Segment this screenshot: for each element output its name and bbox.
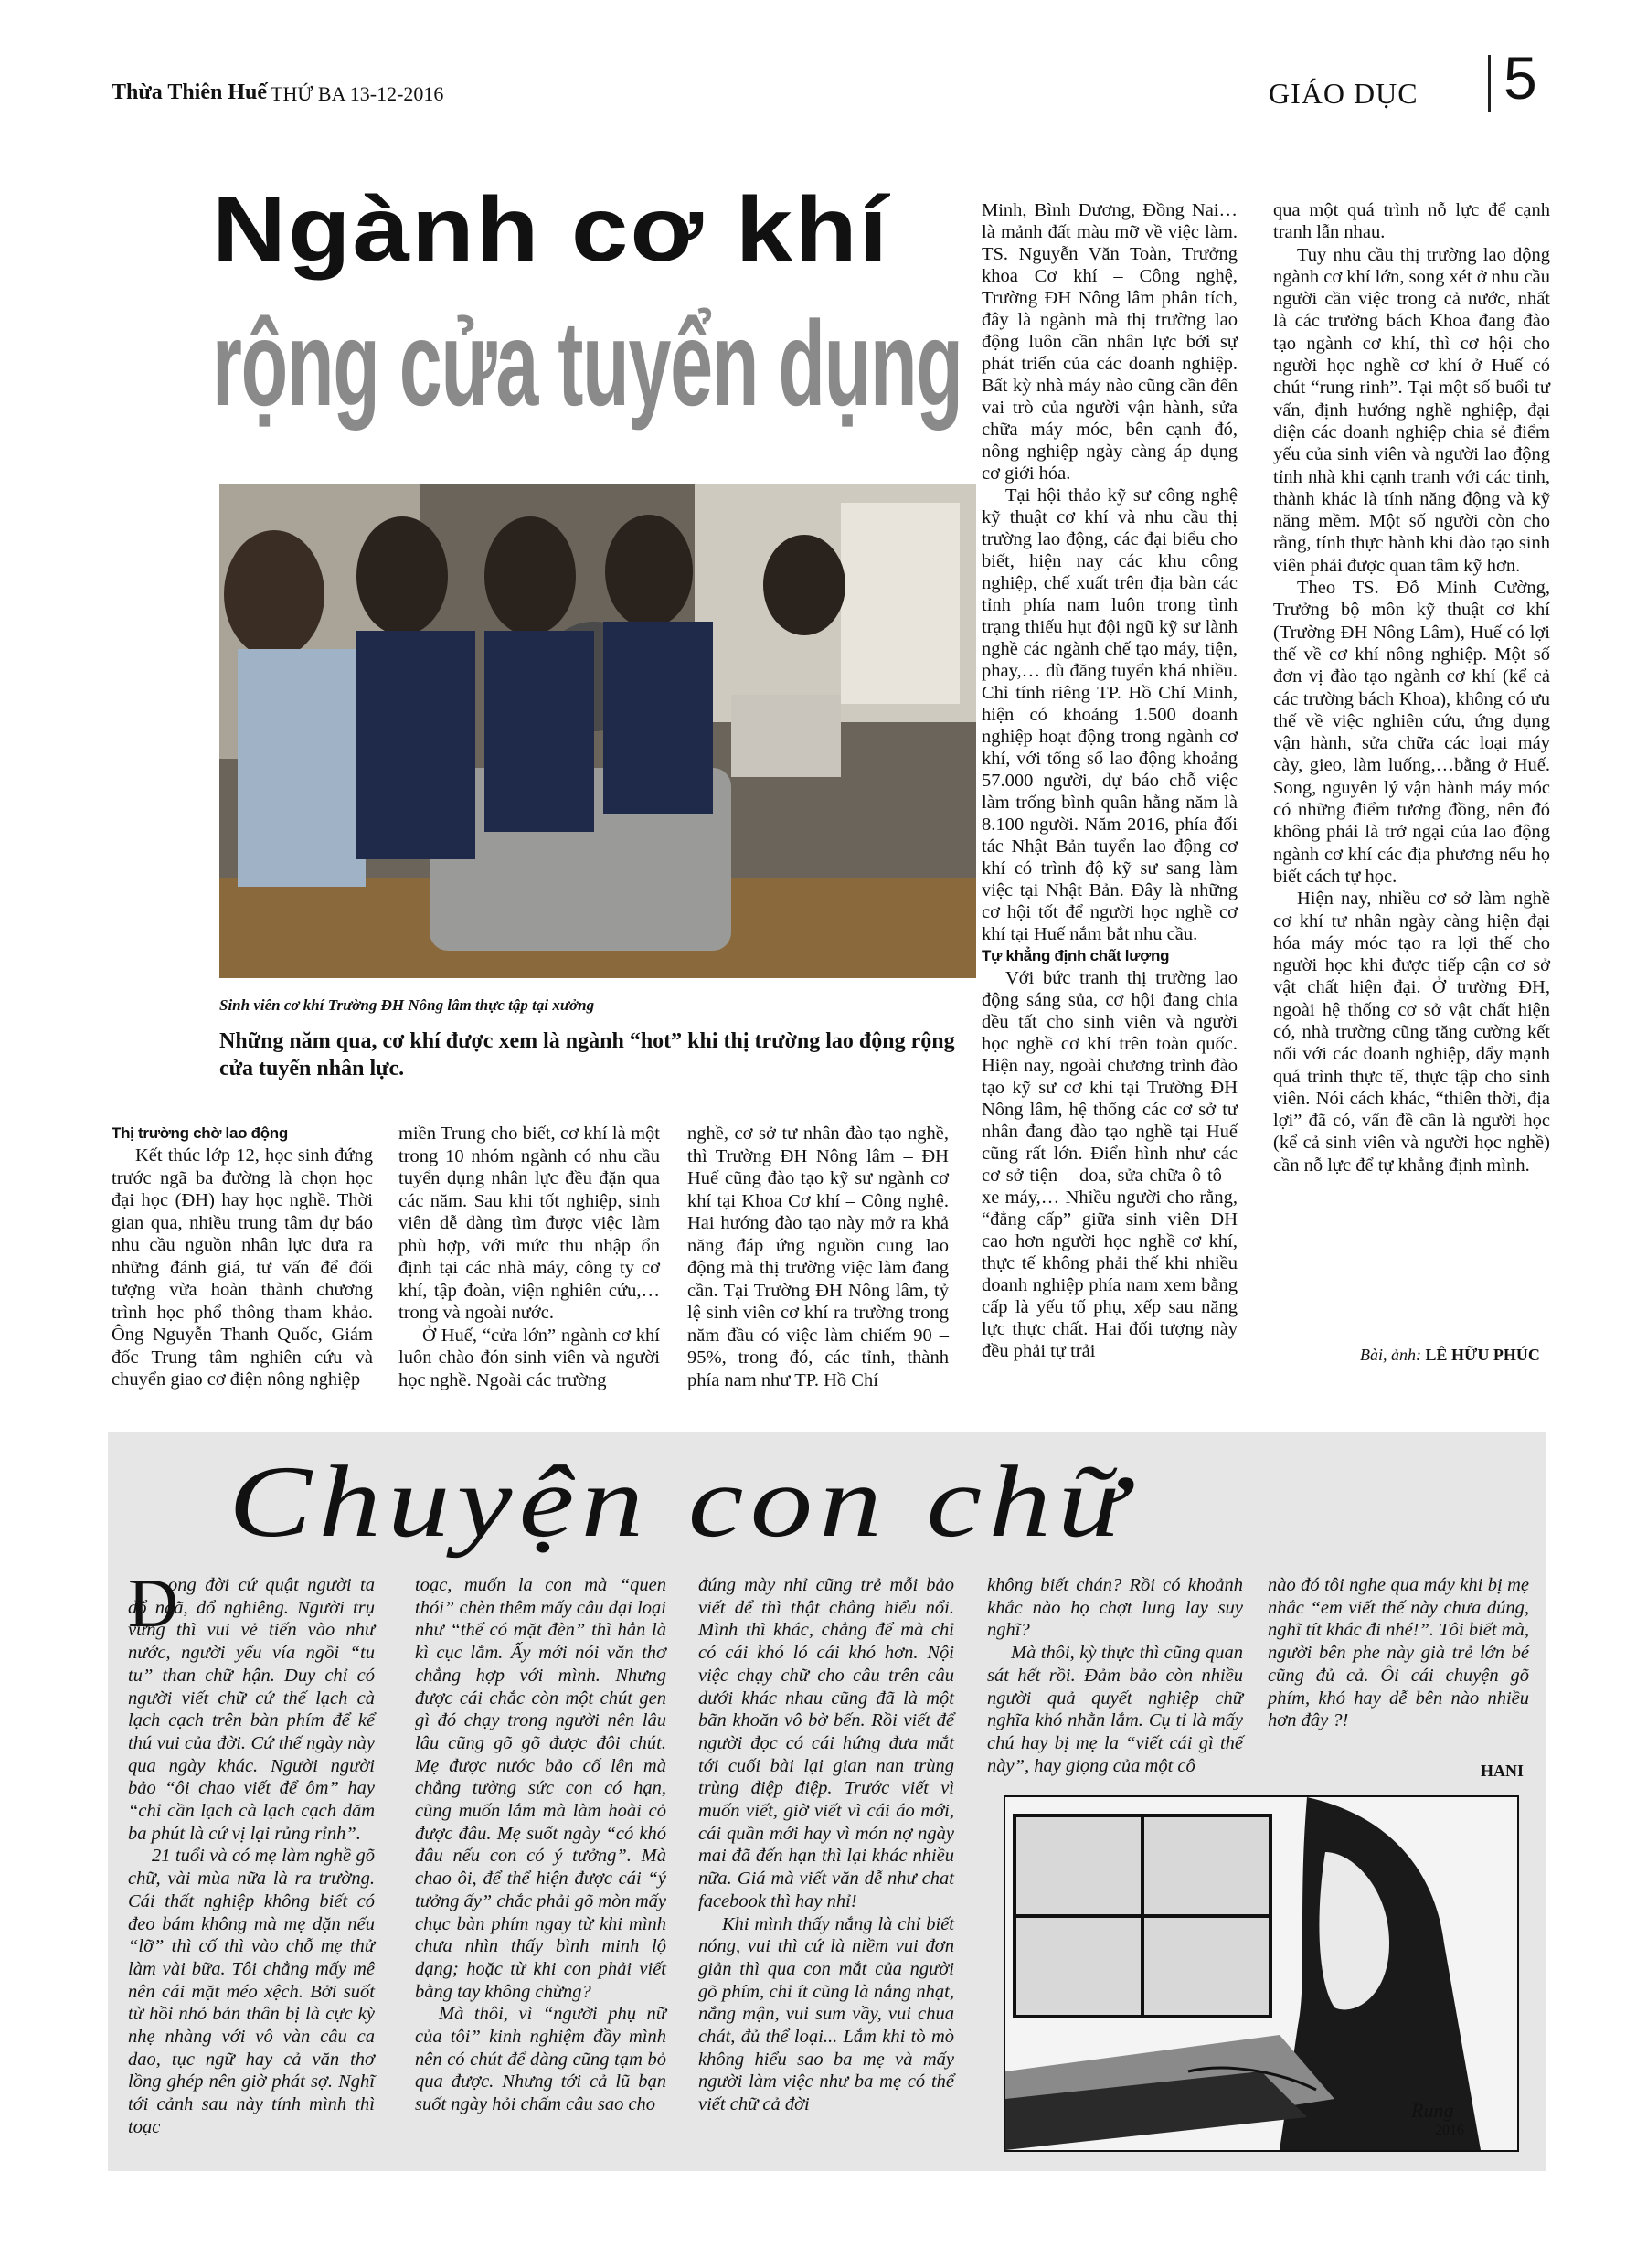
paragraph-continued: không biết chán? Rồi có khoảnh khắc nào họ chợt lung lay suy nghĩ? xyxy=(987,1575,1243,1641)
article2-column-2 xyxy=(415,1574,666,2116)
illustration-year: 2016 xyxy=(1435,2123,1464,2138)
woman-at-typewriter-illustration xyxy=(1005,1797,1517,2150)
article2-column-5 xyxy=(1268,1574,1529,1732)
header-divider xyxy=(1488,55,1491,112)
byline-name: LÊ HỮU PHÚC xyxy=(1425,1346,1540,1364)
photo-caption: Sinh viên cơ khí Trường ĐH Nông lâm thực tập tại xưởng xyxy=(219,996,595,1014)
paragraph: Với bức tranh thị trường lao động sáng sủa, cơ hội đang chia đều tất cho sinh viên và người học nghề cơ khí trên toàn quốc. Hiện nay, ngoài chương trình đào tạo kỹ sư cơ khí tại Trường ĐH Nông lâm, hệ thống các cơ sở tư nhân đang đào tạo nghề tại Huế cũng rất lớn. Điển hình như các cơ sở tiện – doa, sửa chữa ô tô – xe máy,… Nhiều người cho rằng, “đẳng cấp” giữa sinh viên ĐH cao hơn người học nghề cơ khí, thực tế không phải thế khi nhiều doanh nghiệp phía nam xem bằng cấp là yếu tố phụ, xếp sau năng lực thực chất. Hai đối tượng này đều phải tự trải xyxy=(982,968,1238,1361)
paragraph-continued: đúng mày nhỉ cũng trẻ mỗi bảo viết để thì thật chẳng hiểu nổi. Mình thì khác, chẳng để mà chỉ có cái khó ló cái khó hơn. Nội việc chạy chữ cho câu trên câu dưới khác nhau cũng đã là một bãn khoăn vô bờ bến. Rồi viết để người đọc có cái hứng đưa mắt tới cuối bài lại gian nan trùng trùng điệp điệp. Trước viết vì muốn viết, giờ viết vì cái áo mới, cái quần mới hay vì món nợ ngày mai đã đến hạn thì lại khác nhiều nữa. Giá mà viết văn dễ như chat facebook thì hay nhỉ! xyxy=(698,1575,954,1911)
paragraph-continued: qua một quá trình nỗ lực để cạnh tranh lẫn nhau. xyxy=(1273,200,1550,243)
illustration xyxy=(1004,1795,1519,2152)
article2-column-3 xyxy=(698,1574,954,2116)
article2-column-1 xyxy=(128,1574,375,2139)
article1-column-1 xyxy=(112,1123,373,1391)
byline xyxy=(1360,1346,1540,1365)
subheading: Tự khẳng định chất lượng xyxy=(982,947,1170,964)
paragraph: Tuy nhu cầu thị trường lao động ngành cơ khí lớn, song xét ở nhu cầu người cần việc trong cả nước, nhất là các trường bách Khoa đang đào tạo ngành cơ khí, thì cơ hội cho người học nghề cơ khí ở Huế có chút “rung rinh”. Tại một số buổi tư vấn, định hướng nghề nghiệp, đại diện các doanh nghiệp chia sẻ điểm yếu của sinh viên và người lao động tỉnh nhà khi cạnh tranh với các tỉnh, thành khác là tính năng động và kỹ năng mềm. Một số người còn cho rằng, tính thực hành khi đào tạo sinh viên phải được quan tâm kỹ hơn. xyxy=(1273,244,1550,576)
subheading: Thị trường chờ lao động xyxy=(112,1124,288,1142)
article-lead: Những năm qua, cơ khí được xem là ngành “hot” khi thị trường lao động rộng cửa tuyển nhân lực. xyxy=(219,1029,955,1081)
illustration-signature: Rung xyxy=(1411,2099,1454,2122)
page-number: 5 xyxy=(1504,44,1537,112)
paragraph: Kết thúc lớp 12, học sinh đứng trước ngã ba đường là chọn học đại học (ĐH) hay học nghề. Thời gian qua, nhiều trung tâm dự báo nhu cầu nguồn nhân lực đưa ra những đánh giá, tư vấn để đối tượng vừa hoàn thành chương trình học phổ thông tham khảo. Ông Nguyễn Thanh Quốc, Giám đốc Trung tâm nghiên cứu và chuyển giao cơ điện nông nghiệp xyxy=(112,1145,373,1390)
article1-column-4 xyxy=(982,199,1238,1362)
paragraph-continued: toạc, muốn la con mà “quen thói” chèn thêm mấy câu đại loại như “thể có mặt đèn” thì hẳn là kì cục lắm. Ấy mới nói văn thơ chẳng hợp với mình. Nhưng được cái chắc còn một chút gen gì đó chạy trong người nên lâu lâu cũng gõ gõ được đôi chút. Mẹ được nước bảo cố lên mà chẳng tường sức con có hạn, cũng muốn lắm mà làm hoài cỏ được đâu. Mẹ suốt ngày “có khó đâu nếu con có ý tưởng”. Mà chao ôi, để thể hiện được cái “ý tưởng ấy” chắc phải gõ mòn mấy chục bàn phím ngay từ khi mình chưa nhìn thấy bình minh lộ dạng; hoặc từ khi con phải viết bằng tay không chừng? xyxy=(415,1575,666,2002)
article1-column-2 xyxy=(398,1123,660,1391)
paragraph-continued: miền Trung cho biết, cơ khí là một trong 10 nhóm ngành có nhu cầu tuyển dụng nhân lực đều đặn qua các năm. Sau khi tốt nghiệp, sinh viên dễ dàng tìm được việc làm phù hợp, với mức thu nhập ổn định tại các nhà máy, công ty cơ khí, tập đoàn, viện nghiên cứu,… trong và ngoài nước. xyxy=(398,1123,660,1323)
section-name: GIÁO DỤC xyxy=(1269,77,1419,110)
article2-title: Chuyện con chữ xyxy=(228,1445,1132,1559)
paragraph: Tại hội thảo kỹ sư công nghệ kỹ thuật cơ khí và nhu cầu thị trường lao động, các đại biểu cho biết, hiện nay các khu công nghiệp, chế xuất trên địa bàn các tỉnh phía nam luôn trong tình trạng thiếu hụt đội ngũ kỹ sư lành nghề các ngành chế tạo máy, tiện, phay,… dù đăng tuyển khá nhiều. Chỉ tính riêng TP. Hồ Chí Minh, hiện có khoảng 1.500 doanh nghiệp hoạt động trong ngành cơ khí, với tổng số lao động khoảng 57.000 người, dự báo chỗ việc làm trống bình quân hằng năm là 8.100 người. Năm 2016, phía đối tác Nhật Bản tuyển lao động cơ khí có trình độ kỹ sư sang làm việc tại Nhật Bản. Đây là những cơ hội tốt để người học nghề cơ khí tại Huế nắm bắt nhu cầu. xyxy=(982,485,1238,944)
dropcap: D xyxy=(128,1565,178,1642)
article-title-line2: rộng cửa tuyển dụng xyxy=(212,296,962,431)
paragraph: Khi mình thấy nắng là chỉ biết nóng, vui thì cứ là niềm vui đơn giản thì qua con mắt của người gõ phím, chỉ ít cũng là nắng nhạt, nắng mận, vui sum vầy, vui chua chát, đủ thể loại... Lắm khi tò mò không hiểu sao ba mẹ và mấy người làm việc như ba mẹ có thể viết chữ cả đời xyxy=(698,1913,954,2115)
students-engine-photo xyxy=(219,484,976,978)
paragraph-continued: ọng đời cứ quật người ta đổ ngã, đổ nghiêng. Người trụ vững thì vui vẻ tiến vào như nước, người yếu vía ngồi “tu tu” than chữ hận. Duy chỉ có người viết chữ cứ thế lạch cà lạch cạch trên bàn phím để kể thú vui của đời. Cứ thế ngày này qua ngày khác. Người người bảo “ôi chao viết để ôm” hay “chỉ cần lạch cà lạch cạch dăm ba phút là cứ vị lại rủng rỉnh”. xyxy=(128,1575,375,1844)
paragraph: 21 tuổi và có mẹ làm nghề gõ chữ, vài mùa nữa là ra trường. Cái thất nghiệp không biết có đeo bám không mà mẹ dặn nếu “lỡ” thì cố thì vào chỗ mẹ thử làm vài bữa. Tôi chẳng mấy mê nên cái mặt méo xệch. Bởi suốt từ hồi nhỏ bản thân bị là cực kỳ nhẹ nhàng với vô vàn câu ca dao, tục ngữ hay cả văn thơ lồng ghép nên giờ phát sợ. Nghĩ tới cảnh sau này tính mình thì toạc xyxy=(128,1846,375,2137)
paragraph-continued: nghề, cơ sở tư nhân đào tạo nghề, thì Trường ĐH Nông lâm – ĐH Huế cũng đào tạo kỹ sư ngành cơ khí tại Khoa Cơ khí – Công nghệ. Hai hướng đào tạo này mở ra khả năng đáp ứng nguồn cung lao động mà thị trường việc làm đang cần. Tại Trường ĐH Nông lâm, tỷ lệ sinh viên cơ khí ra trường trong năm đầu có việc làm chiếm 90 – 95%, trong đó, các tỉnh, thành phía nam như TP. Hồ Chí xyxy=(687,1123,949,1390)
article1-column-3 xyxy=(687,1123,949,1391)
article1-column-5 xyxy=(1273,199,1550,1177)
paragraph: Hiện nay, nhiều cơ sở làm nghề cơ khí tư nhân ngày càng hiện đại hóa máy móc tạo ra lợi thế cho người học khi được tiếp cận cơ sở vật chất hiện đại. Ở trường ĐH, ngoài hệ thống cơ sở vật chất hiện có, nhà trường cũng tăng cường kết nối với các doanh nghiệp, đẩy mạnh quá trình thực tế, thực tập cho sinh viên. Nói cách khác, “thiên thời, địa lợi” đã có, vấn đề cần là người học (kể cả sinh viên và người học nghề) cần nỗ lực để tự khẳng định mình. xyxy=(1273,889,1550,1176)
paragraph: Ở Huế, “cửa lớn” ngành cơ khí luôn chào đón sinh viên và người học nghề. Ngoài các trường xyxy=(398,1325,660,1390)
article2-author: HANI xyxy=(1481,1762,1525,1780)
workshop-photo xyxy=(219,484,976,978)
paragraph-continued: nào đó tôi nghe qua máy khi bị mẹ nhắc “em viết thế này chưa đúng, nghĩ tít khác đi nhé!”. Tôi biết mà, người bên phe này già trẻ lớn bé cũng đủ cả. Ôi cái chuyện gõ phím, khó hay dễ bên nào nhiều hơn đây ?! xyxy=(1268,1575,1529,1731)
byline-label: Bài, ảnh: xyxy=(1360,1346,1421,1364)
masthead: Thừa Thiên Huế xyxy=(112,80,268,104)
paragraph: Theo TS. Đỗ Minh Cường, Trưởng bộ môn kỹ thuật cơ khí (Trường ĐH Nông Lâm), Huế có lợi thế về cơ khí nông nghiệp. Một số đơn vị đào tạo ngành cơ khí (kể cả các trường bách Khoa), không có ưu thế về việc nghiên cứu, ứng dụng vận hành, sửa chữa các loại máy cày, gieo, làm luống,…bằng ở Huế. Song, nguyên lý vận hành máy móc có những điểm tương đồng, nên đó không phải là trở ngại của lao động ngành cơ khí các địa phương nếu họ biết cách tự học. xyxy=(1273,578,1550,887)
article-title-line1: Ngành cơ khí xyxy=(212,178,890,281)
paragraph: Mà thôi, vì “người phụ nữ của tôi” kinh nghiệm đầy mình nên có chút để dàng cũng tạm bỏ qua được. Nhưng tới cả lũ bạn suốt ngày hỏi chấm câu sao cho xyxy=(415,2004,666,2115)
paragraph: Mà thôi, kỳ thực thì cũng quan sát hết rồi. Đảm bảo còn nhiều người quả quyết nghiệp chữ nghĩa khó nhằn lắm. Cụ tỉ là mấy chú hay bị mẹ la “viết cái gì thế này”, hay giọng của một cô xyxy=(987,1643,1243,1776)
issue-date: THỨ BA 13-12-2016 xyxy=(271,82,444,105)
article2-column-4 xyxy=(987,1574,1243,1777)
paragraph-continued: Minh, Bình Dương, Đồng Nai… là mảnh đất màu mỡ về việc làm. TS. Nguyễn Văn Toàn, Trưởng khoa Cơ khí – Công nghệ, Trường ĐH Nông lâm phân tích, đây là ngành mà thị trường lao động luôn cần nhân lực bởi sự phát triển của các doanh nghiệp. Bất kỳ nhà máy nào cũng cần đến vai trò của người vận hành, sửa chữa máy móc, bên cạnh đó, nông nghiệp ngày càng áp dụng cơ giới hóa. xyxy=(982,200,1238,484)
